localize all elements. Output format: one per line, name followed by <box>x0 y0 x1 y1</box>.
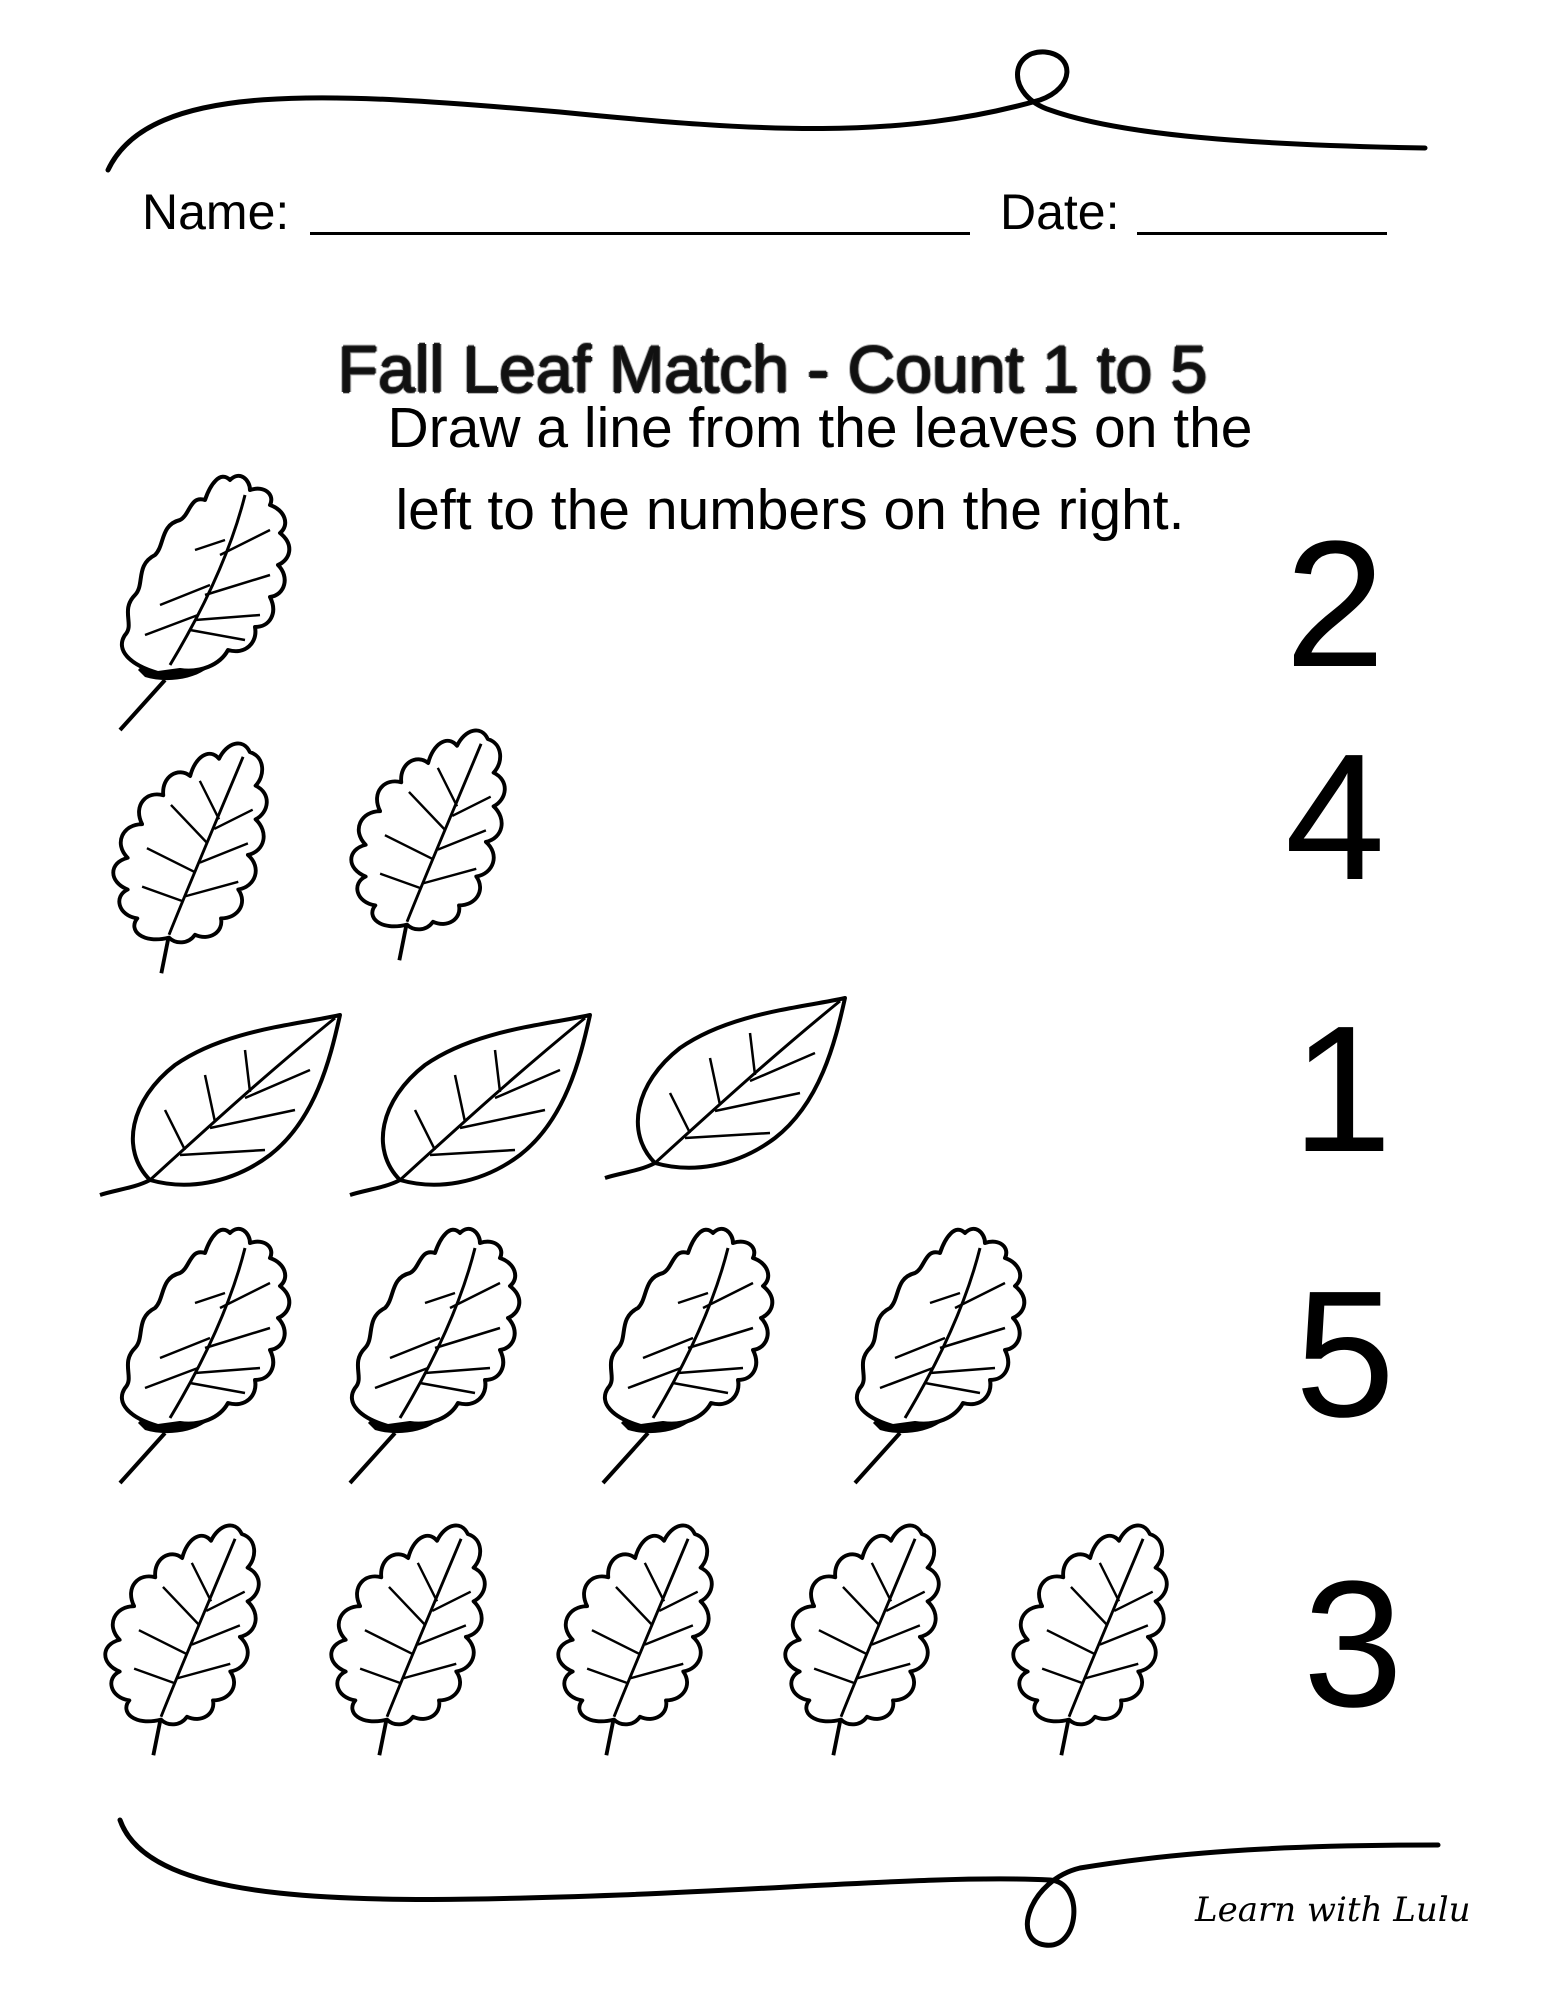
serrated-leaf-icon <box>318 1510 508 1760</box>
date-label: Date: <box>1000 184 1120 240</box>
name-label: Name: <box>142 184 290 240</box>
oak-leaf-icon <box>105 1218 315 1488</box>
serrated-leaf-icon <box>338 715 528 965</box>
brand-signature: Learn with Lulu <box>1195 1890 1471 1930</box>
number-option[interactable]: 2 <box>1284 504 1386 705</box>
date-blank-line[interactable] <box>1137 232 1387 235</box>
serrated-leaf-icon <box>772 1510 962 1760</box>
instruction-line-2: left to the numbers on the right. <box>395 478 1185 542</box>
oval-leaf-icon <box>95 1010 345 1200</box>
oval-leaf-icon <box>345 1010 595 1200</box>
serrated-leaf-icon <box>1000 1510 1190 1760</box>
number-option[interactable]: 4 <box>1284 717 1386 918</box>
oval-leaf-icon <box>600 993 850 1183</box>
number-option[interactable]: 5 <box>1294 1254 1396 1455</box>
serrated-leaf-icon <box>92 1510 282 1760</box>
oak-leaf-icon <box>588 1218 798 1488</box>
oak-leaf-icon <box>840 1218 1050 1488</box>
page-title: Fall Leaf Match - Count 1 to 5 <box>337 332 1208 407</box>
serrated-leaf-icon <box>100 728 290 978</box>
name-blank-line[interactable] <box>310 232 970 235</box>
top-swirl-line <box>108 52 1425 170</box>
serrated-leaf-icon <box>545 1510 735 1760</box>
number-option[interactable]: 3 <box>1302 1544 1404 1745</box>
oak-leaf-icon <box>335 1218 545 1488</box>
oak-leaf-icon <box>105 465 315 735</box>
instruction-line-1: Draw a line from the leaves on the <box>387 396 1253 460</box>
number-option[interactable]: 1 <box>1291 989 1393 1190</box>
